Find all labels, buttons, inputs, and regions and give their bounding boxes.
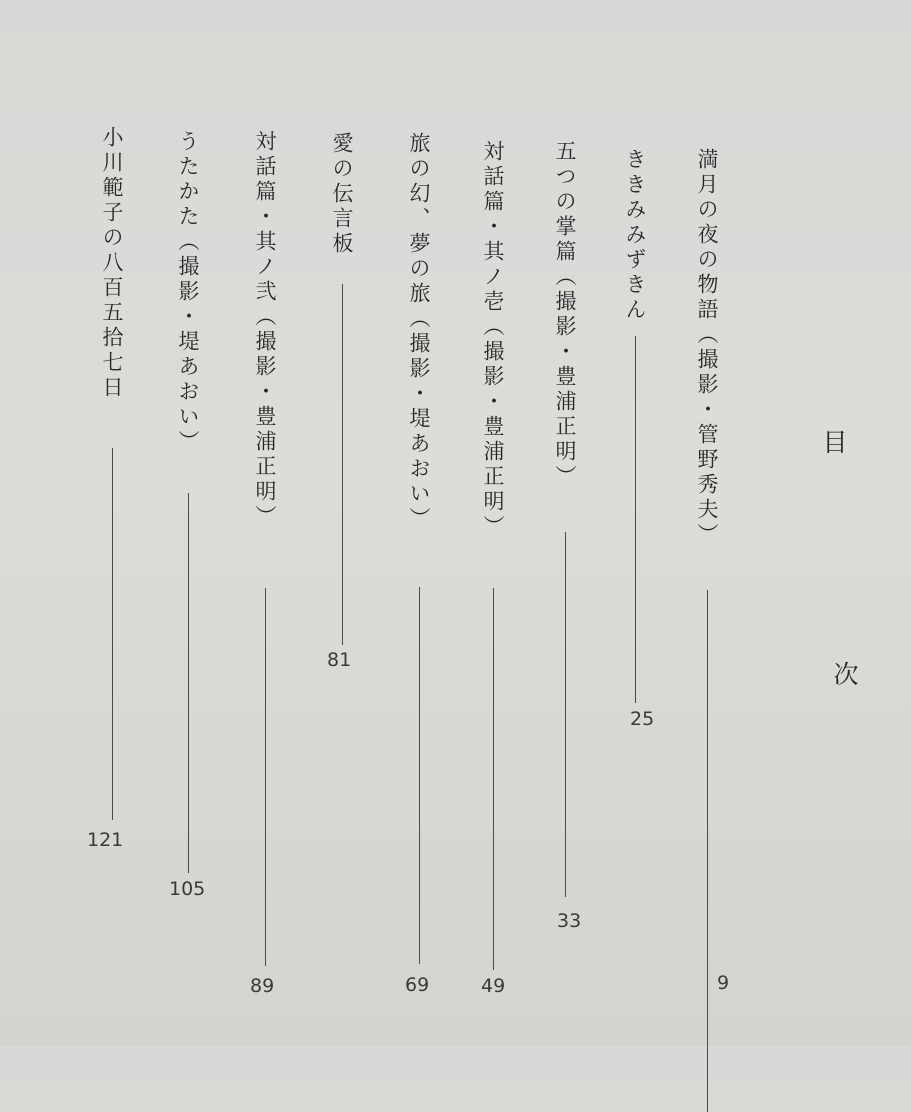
toc-entry-title: 対話篇・其ノ弐（撮影・豊浦正明） <box>253 130 277 530</box>
dot-leader <box>112 448 113 820</box>
toc-entry-title: ききみみずきん <box>623 148 647 323</box>
heading-char-ji: 次 <box>833 660 859 689</box>
heading-char-moku: 目 <box>822 428 848 457</box>
dot-leader <box>419 587 420 964</box>
toc-entry-page: 33 <box>557 910 582 932</box>
dot-leader <box>635 336 636 703</box>
dot-leader <box>707 590 708 1112</box>
toc-entry-title: 五つの掌篇（撮影・豊浦正明） <box>553 140 577 490</box>
toc-entry-title: うたかた（撮影・堤あおい） <box>176 130 200 455</box>
toc-entry-page: 69 <box>405 974 430 996</box>
dot-leader <box>265 588 266 966</box>
toc-entry-title: 旅の幻、夢の旅（撮影・堤あおい） <box>407 132 431 532</box>
dot-leader <box>188 493 189 873</box>
dot-leader <box>342 284 343 645</box>
toc-entry-page: 9 <box>717 972 730 994</box>
toc-entry-title: 愛の伝言板 <box>330 132 354 257</box>
toc-entry-page: 89 <box>250 975 275 997</box>
toc-entry-title: 満月の夜の物語（撮影・管野秀夫） <box>695 148 719 548</box>
dot-leader <box>565 532 566 897</box>
dot-leader <box>493 588 494 970</box>
toc-entry-title: 対話篇・其ノ壱（撮影・豊浦正明） <box>481 140 505 540</box>
toc-entry-page: 81 <box>327 649 352 671</box>
toc-entry-page: 121 <box>87 829 124 851</box>
toc-entry-page: 105 <box>169 878 206 900</box>
toc-entry-title: 小川範子の八百五拾七日 <box>100 126 124 401</box>
toc-entry-page: 49 <box>481 975 506 997</box>
toc-entry-page: 25 <box>630 708 655 730</box>
